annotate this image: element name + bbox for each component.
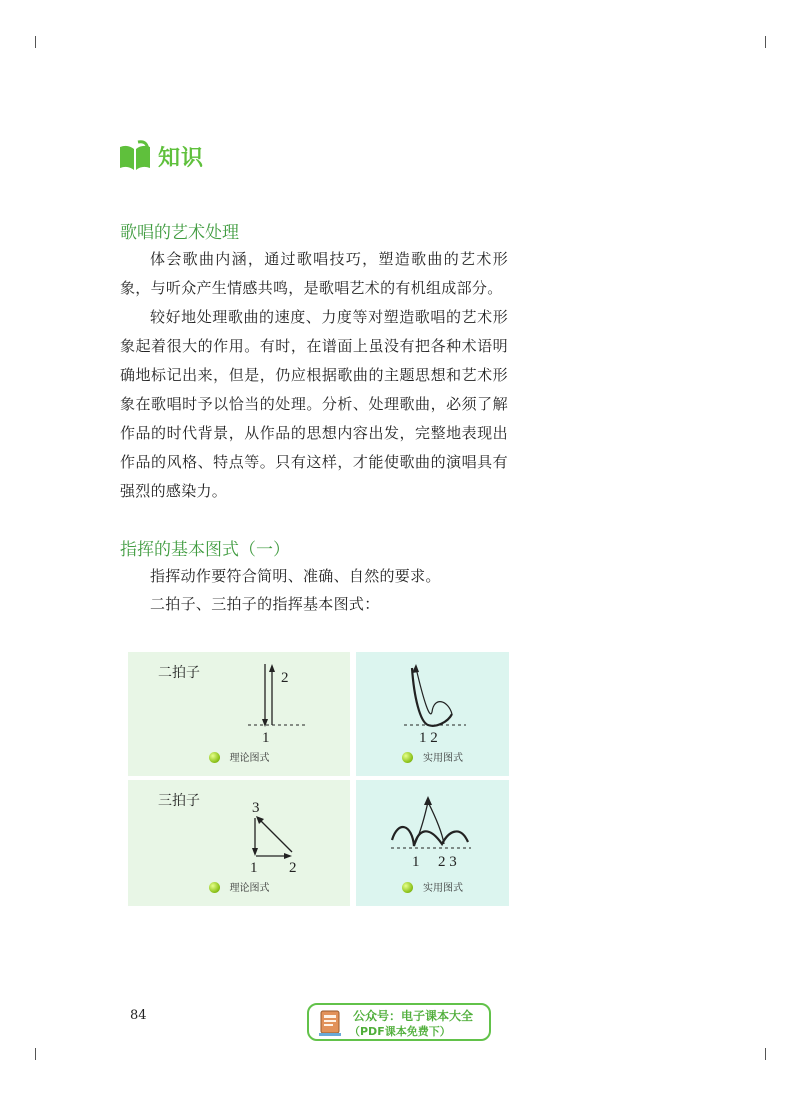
two-beat-practical-cell: [356, 652, 509, 776]
paragraph: 体会歌曲内涵，通过歌唱技巧，塑造歌曲的艺术形象，与听众产生情感共鸣，是歌唱艺术的有机组成部分。: [120, 250, 508, 297]
caption-theory: 理论图式: [128, 749, 350, 764]
caption-practical: 实用图式: [356, 749, 509, 764]
beat-label: 3: [252, 800, 260, 816]
crop-mark: [765, 36, 766, 48]
beat-label: 1 2: [419, 730, 438, 746]
paragraph: 二拍子、三拍子的指挥基本图式：: [150, 595, 380, 613]
three-beat-practical-cell: [356, 780, 509, 906]
watermark-stamp: [307, 1003, 491, 1041]
three-beat-theory-cell: [128, 780, 350, 906]
green-dot-icon: [209, 882, 220, 893]
green-dot-icon: [402, 752, 413, 763]
crop-mark: [765, 1048, 766, 1060]
beat-label: 2: [281, 670, 289, 686]
stamp-text: （PDF课本免费下）: [349, 1025, 451, 1038]
beat-label: 2 3: [438, 854, 457, 870]
caption-practical: 实用图式: [356, 879, 509, 894]
beat-label: 2: [289, 860, 297, 876]
two-beat-theory-cell: [128, 652, 350, 776]
section-title-conducting: 指挥的基本图式（一）: [120, 540, 290, 560]
paragraph: 较好地处理歌曲的速度、力度等对塑造歌唱的艺术形象起着很大的作用。有时，在谱面上虽没有把各种术语明确地标记出来，但是，仍应根据歌曲的主题思想和艺术形象在歌唱时予以恰当的处理。分析、处理歌曲，必须了解作品的时代背景，从作品的思想内容出发，完整地表现出作品的风格、特点等。只有这样，才能使歌曲的演唱具有强烈的感染力。: [120, 308, 508, 500]
crop-mark: [35, 36, 36, 48]
crop-mark: [35, 1048, 36, 1060]
green-dot-icon: [209, 752, 220, 763]
beat-label: 1: [412, 854, 420, 870]
knowledge-title: 知识: [158, 145, 205, 171]
row-label-three-beat: 三拍子: [158, 793, 200, 809]
page-number: 84: [130, 1008, 147, 1023]
beat-label: 1: [250, 860, 258, 876]
book-icon: [317, 1009, 343, 1037]
knowledge-header: [118, 140, 204, 172]
book-icon: [118, 140, 152, 172]
green-dot-icon: [402, 882, 413, 893]
section-title-singing: 歌唱的艺术处理: [120, 223, 239, 243]
conducting-patterns-figure: [128, 652, 509, 906]
caption-theory: 理论图式: [128, 879, 350, 894]
paragraph: 指挥动作要符合简明、准确、自然的要求。: [150, 567, 441, 585]
row-label-two-beat: 二拍子: [158, 665, 200, 681]
beat-label: 1: [262, 730, 270, 746]
stamp-text: 公众号：电子课本大全: [353, 1009, 474, 1023]
